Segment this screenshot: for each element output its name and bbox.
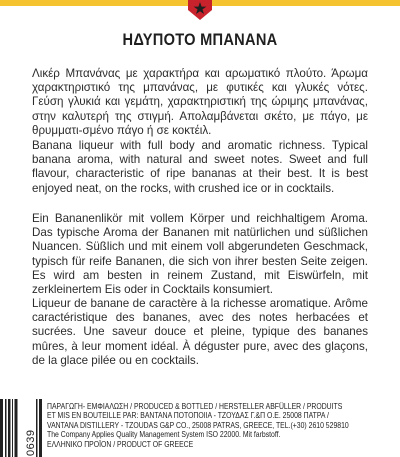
brand-emblem-icon bbox=[186, 0, 214, 20]
producer-line-3: VANTANA DISTILLERY - TZOUDAS G&P CO., 25008 PATRAS, GREECE, TEL.(+30) 2610 529810 bbox=[47, 419, 349, 430]
product-title: ΗΔΥΠΟΤΟ ΜΠΑΝΑΝΑ bbox=[122, 30, 278, 49]
producer-info bbox=[47, 402, 397, 449]
producer-line-2: ET MIS EN BOUTEILLE PAR: ΒΑΝΤΑΝΑ ΠΟΤΟΠΟΙΙΑ - ΤΖΟΥΔΑΣ Γ.&Π Ο.Ε. 25008 ΠΑΤΡΑ / bbox=[47, 410, 329, 421]
description-greek: Λικέρ Μπανάνας με χαρακτήρα και αρωματικό πλούτο. Άρωμα χαρακτηριστικό της μπανάνας, με φυτικές και γλυκές νότες. Γεύση γλυκιά και γεμάτη, χαρακτηριστική της ώριμης μπανάνας, στην καλυτερή της στιγμή. Απολαμβάνεται σκέτο, με πάγο, με θρυμματι-σμένο πάγο ή σε κοκτέιλ. bbox=[32, 67, 368, 137]
description-english: Banana liqueur with full body and aromatic richness. Typical banana aroma, with natural and sweet notes. Sweet and full flavour, characteristic of ripe bananas at their best. It is best enjoyed neat, on the rocks, with crushed ice or in cocktails. bbox=[32, 139, 368, 195]
description-french: Liqueur de banane de caractère à la richesse aromatique. Arôme caractéristique des bananes, avec des notes herbacées et sucrées. Une saveur douce et pleine, typique des bananes mûres, à leur moment idéal. À déguster pure, avec des glaçons, de la glace pilée ou en cocktails. bbox=[32, 297, 368, 367]
producer-line-4: The Company Applies Quality Management System ISO 22000. Mit farbstoff. bbox=[47, 429, 281, 440]
producer-line-1: ΠΑΡΑΓΩΓΗ- ΕΜΦΙΑΛΩΣΗ / PRODUCED & BOTTLED / HERSTELLER ABFÜLLER / PRODUITS bbox=[47, 401, 343, 411]
description-german: Ein Bananenlikör mit vollem Körper und reichhaltigem Aroma. Das typische Aroma der Bananen mit natürlichen und süßlichen Nuancen. Süßlich und mit einem voll abgerundeten Geschmack, typisch für reife Bananen, die sich von ihrer besten Seite zeigen. Es wird am besten in reinem Zustand, mit Eiswürfeln, mit zerkleinertem Eis oder in Cocktails konsumiert. bbox=[32, 212, 368, 297]
producer-line-5: ΕΛΛΗΝΙΚΟ ΠΡΟΪΟΝ / PRODUCT OF GREECE bbox=[47, 438, 194, 449]
barcode-icon bbox=[0, 393, 44, 457]
barcode-number: 0639 bbox=[25, 429, 37, 456]
